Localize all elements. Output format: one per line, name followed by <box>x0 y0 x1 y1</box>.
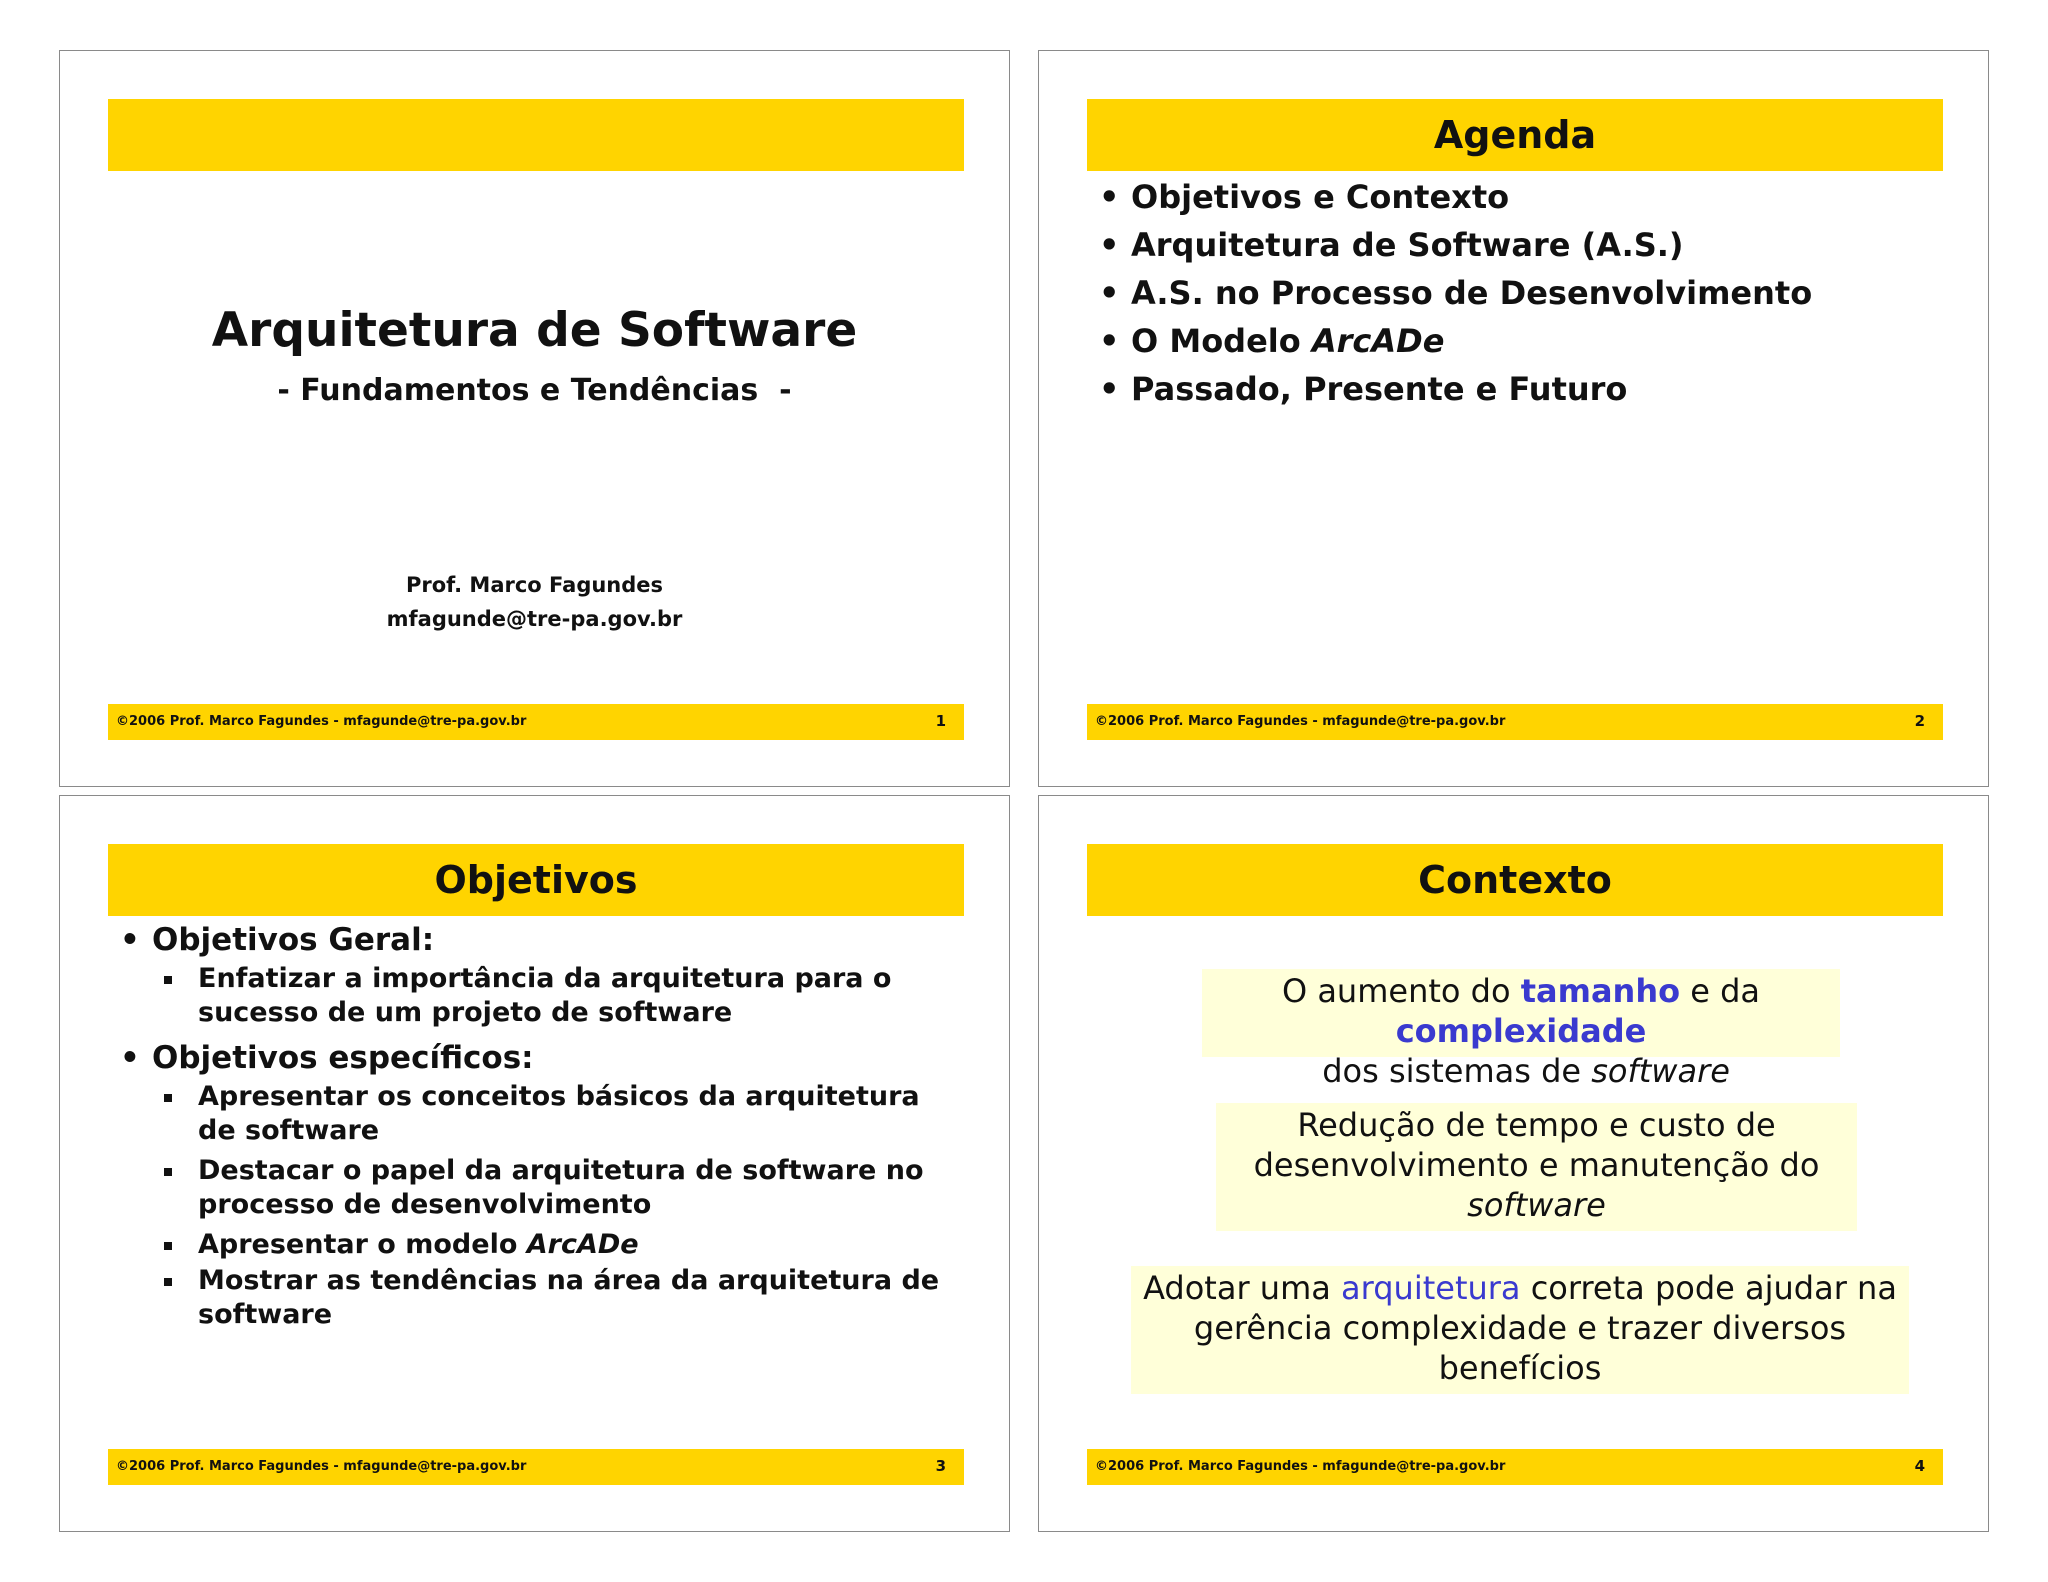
page-number: 3 <box>935 1457 946 1475</box>
slide-footer <box>108 704 964 740</box>
slide-title: Contexto <box>1087 844 1943 916</box>
list-item: Apresentar os conceitos básicos da arquitetura de software <box>120 1080 940 1148</box>
slide-1 <box>59 50 1010 787</box>
presentation-title: Arquitetura de Software <box>211 303 858 358</box>
list-item: • A.S. no Processo de Desenvolvimento <box>1099 274 1813 312</box>
list-item: • O Modelo ArcADe <box>1099 322 1445 360</box>
context-box-architecture: Adotar uma arquitetura correta pode ajudar na gerência complexidade e trazer diversos benefícios <box>1131 1266 1909 1394</box>
list-heading: • Objetivos Geral: <box>120 922 435 958</box>
presentation-subtitle: - Fundamentos e Tendências - <box>277 373 792 408</box>
slide-3 <box>59 795 1010 1532</box>
footer-copyright: ©2006 Prof. Marco Fagundes - mfagunde@tre-pa.gov.br <box>116 1459 527 1474</box>
slide-title: Agenda <box>1087 99 1943 171</box>
list-item: Enfatizar a importância da arquitetura para o sucesso de um projeto de software <box>120 962 940 1030</box>
list-heading: • Objetivos específicos: <box>120 1040 534 1076</box>
footer-copyright: ©2006 Prof. Marco Fagundes - mfagunde@tre-pa.gov.br <box>116 714 527 729</box>
slide-4 <box>1038 795 1989 1532</box>
list-item: Mostrar as tendências na área da arquitetura de software <box>120 1264 940 1332</box>
slide-footer <box>1087 704 1943 740</box>
slide-footer <box>108 1449 964 1485</box>
slide-footer <box>1087 1449 1943 1485</box>
context-box-size-complexity: O aumento do tamanho e da complexidade dos sistemas de software <box>1202 969 1840 1057</box>
page-number: 4 <box>1914 1457 1925 1475</box>
slide-2 <box>1038 50 1989 787</box>
list-item: • Passado, Presente e Futuro <box>1099 370 1628 408</box>
author-email: mfagunde@tre-pa.gov.br <box>386 607 683 631</box>
list-item: Destacar o papel da arquitetura de software no processo de desenvolvimento <box>120 1154 940 1222</box>
objectives-list <box>120 918 940 1338</box>
list-item: • Objetivos e Contexto <box>1099 178 1510 216</box>
agenda-list <box>1099 173 1812 413</box>
page-number: 1 <box>935 712 946 730</box>
slide-1-title-bar <box>108 99 964 171</box>
list-item: • Arquitetura de Software (A.S.) <box>1099 226 1684 264</box>
author-name: Prof. Marco Fagundes <box>405 573 664 597</box>
footer-copyright: ©2006 Prof. Marco Fagundes - mfagunde@tre-pa.gov.br <box>1095 714 1506 729</box>
slide-title: Objetivos <box>108 844 964 916</box>
page-number: 2 <box>1914 712 1925 730</box>
list-item: Apresentar o modelo ArcADe <box>120 1228 940 1262</box>
context-box-time-cost: Redução de tempo e custo de desenvolvimento e manutenção do software <box>1216 1103 1857 1231</box>
footer-copyright: ©2006 Prof. Marco Fagundes - mfagunde@tre-pa.gov.br <box>1095 1459 1506 1474</box>
